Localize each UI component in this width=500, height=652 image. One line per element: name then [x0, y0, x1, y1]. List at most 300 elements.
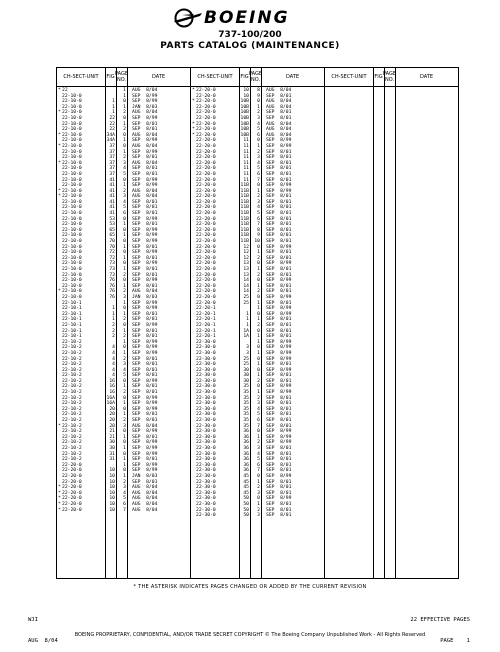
page-date: SEP 8/01: [132, 205, 158, 211]
page-number-cell: 1: [123, 457, 126, 463]
chapter-section-unit: 22-10-2: [62, 418, 82, 424]
page-date: SEP 8/99: [132, 138, 158, 144]
page-date: SEP 8/99: [132, 233, 158, 239]
figure-number: 53: [109, 216, 115, 222]
page-number-cell: 0: [123, 227, 126, 233]
page-date: SEP 8/99: [132, 300, 158, 306]
chapter-section-unit: 22-20-0: [196, 104, 216, 110]
figure-number: 30: [243, 378, 249, 384]
page-number-cell: 6: [257, 462, 260, 468]
chapter-section-unit: 22-10-2: [62, 384, 82, 390]
figure-number: 30: [109, 440, 115, 446]
page-date: SEP 8/01: [266, 322, 292, 328]
figure-number: 36: [243, 457, 249, 463]
page-date: SEP 8/99: [132, 115, 158, 121]
page-date: SEP 8/99: [132, 322, 158, 328]
page-number-cell: 5: [123, 496, 126, 502]
chapter-section-unit: 22-10-0: [62, 267, 82, 272]
page-number-cell: 6: [257, 418, 260, 424]
chapter-section-unit: 22-10-0: [62, 283, 82, 289]
chapter-section-unit: 22-20-0: [196, 227, 216, 233]
figure-number: 25: [243, 300, 249, 306]
page-number-cell: 4: [123, 490, 126, 496]
chapter-section-unit: 22-10-2: [62, 412, 82, 418]
page-date: SEP 8/99: [266, 473, 292, 479]
chapter-section-unit: 22-20-0: [196, 289, 216, 295]
page-date: SEP 8/99: [132, 395, 158, 401]
page-number-cell: 0: [257, 278, 260, 284]
page-date: AUG 8/04: [132, 88, 158, 93]
page-date: SEP 8/99: [266, 356, 292, 362]
page-number-cell: 4: [257, 406, 260, 412]
page-number-cell: 1: [123, 384, 126, 390]
chapter-section-unit: 22-20-1: [196, 317, 216, 323]
page-date: SEP 8/01: [266, 485, 292, 491]
revision-asterisk: *: [58, 507, 61, 513]
figure-number: 10B: [240, 115, 249, 121]
page-date: SEP 8/99: [132, 440, 158, 446]
figure-number: 11B: [240, 239, 249, 245]
column-divider: [384, 68, 385, 578]
page-date: SEP 8/01: [266, 283, 292, 289]
header-date: DATE: [151, 74, 165, 80]
page-number-cell: 10: [254, 239, 260, 245]
page-number-cell: 8: [257, 88, 260, 93]
page-number-cell: 0: [123, 132, 126, 138]
page-date: AUG 8/04: [132, 188, 158, 194]
page-date: SEP 8/99: [266, 367, 292, 373]
chapter-section-unit: 22-30-0: [196, 367, 216, 373]
page-date: SEP 8/01: [266, 250, 292, 256]
page-number-cell: 0: [123, 395, 126, 401]
page-date: SEP 8/01: [266, 401, 292, 407]
chapter-section-unit: 22-10-1: [62, 334, 82, 340]
page-date: SEP 8/99: [132, 149, 158, 155]
figure-number: 10: [109, 501, 115, 507]
page-number-cell: 1: [123, 93, 126, 99]
page-date: AUG 8/04: [266, 88, 292, 93]
figure-number: 41: [109, 183, 115, 189]
page-date: AUG 8/04: [132, 289, 158, 295]
page-number-cell: 5: [257, 166, 260, 172]
figure-number: 76: [109, 289, 115, 295]
chapter-section-unit: 22-10-2: [62, 401, 82, 407]
figure-number: 73: [109, 272, 115, 278]
figure-number: 25: [243, 356, 249, 362]
figure-number: 73: [109, 267, 115, 272]
chapter-section-unit: 22-10-0: [62, 155, 82, 161]
figure-number: 37: [109, 160, 115, 166]
page-date: SEP 8/01: [266, 513, 292, 519]
header-chsect-unit: CH-SECT-UNIT: [197, 74, 233, 80]
chapter-section-unit: 22-20-0: [62, 462, 82, 468]
figure-number: 10B: [240, 110, 249, 116]
figure-number: 72: [109, 255, 115, 261]
chapter-section-unit: 22-10-1: [62, 322, 82, 328]
chapter-section-unit: 22-20-1: [196, 322, 216, 328]
page-date: SEP 8/01: [266, 462, 292, 468]
page-date: SEP 8/99: [132, 239, 158, 245]
chapter-section-unit: 22-30-0: [196, 412, 216, 418]
page-date: SEP 8/99: [132, 406, 158, 412]
figure-number: 30: [243, 367, 249, 373]
figure-number: 31: [109, 451, 115, 457]
chapter-section-unit: 22-30-0: [196, 395, 216, 401]
page-date: SEP 8/01: [266, 110, 292, 116]
page-date: SEP 8/01: [132, 362, 158, 368]
chapter-section-unit: 22-10-0: [62, 289, 82, 295]
revision-asterisk: *: [58, 194, 61, 200]
page-number-cell: 3: [257, 155, 260, 161]
figure-number: 50: [243, 513, 249, 519]
page-number-cell: 1: [257, 317, 260, 323]
chapter-section-unit: 22-20-0: [196, 294, 216, 300]
chapter-section-unit: 22-20-0: [196, 99, 216, 105]
figure-number: 1: [112, 99, 115, 105]
page-number-cell: 9: [257, 93, 260, 99]
catalog-title: PARTS CATALOG (MAINTENANCE): [160, 41, 340, 51]
figure-number: 10B: [240, 104, 249, 110]
page-number-cell: 1: [123, 183, 126, 189]
page-number-cell: 1: [257, 306, 260, 312]
figure-number: 10: [243, 88, 249, 93]
chapter-section-unit: 22-20-0: [62, 501, 82, 507]
figure-number: 45: [243, 473, 249, 479]
chapter-section-unit: 22-10-2: [62, 362, 82, 368]
figure-number: 2: [112, 322, 115, 328]
figure-number: 1: [112, 317, 115, 323]
chapter-section-unit: 22-10-0: [62, 255, 82, 261]
figure-number: 35: [243, 395, 249, 401]
effective-pages-column-1: [56, 67, 191, 579]
page-date: SEP 8/01: [132, 171, 158, 177]
chapter-section-unit: 22-30-0: [196, 373, 216, 379]
chapter-section-unit: 22-20-0: [196, 166, 216, 172]
page-date: SEP 8/99: [266, 278, 292, 284]
page-date: SEP 8/01: [132, 328, 158, 334]
effective-pages-count: 22 EFFECTIVE PAGES: [410, 617, 470, 623]
chapter-section-unit: 22-10-1: [62, 317, 82, 323]
page-number-cell: 2: [257, 255, 260, 261]
page-number-cell: 4: [257, 205, 260, 211]
figure-number: 20: [109, 418, 115, 424]
chapter-section-unit: 22-20-0: [196, 300, 216, 306]
page-date: SEP 8/01: [266, 155, 292, 161]
page-number-cell: 1: [123, 255, 126, 261]
figure-number: 16A: [106, 401, 115, 407]
figure-number: 30: [243, 373, 249, 379]
page-date: SEP 8/01: [132, 457, 158, 463]
chapter-section-unit: 22-30-0: [196, 362, 216, 368]
chapter-section-unit: 22-10-0: [62, 93, 82, 99]
chapter-section-unit: 22-10-2: [62, 390, 82, 396]
chapter-section-unit: 22-20-1: [196, 311, 216, 317]
page-date: SEP 8/01: [132, 384, 158, 390]
chapter-section-unit: 22-30-0: [196, 418, 216, 424]
chapter-section-unit: 22-20-0: [196, 132, 216, 138]
figure-number: 22: [109, 127, 115, 133]
figure-number: 35: [243, 423, 249, 429]
chapter-section-unit: 22-10-2: [62, 345, 82, 351]
figure-number: 21: [109, 429, 115, 435]
figure-number: 1: [112, 110, 115, 116]
chapter-section-unit: 22-10-0: [62, 188, 82, 194]
page-date: SEP 8/01: [132, 356, 158, 362]
chapter-section-unit: 22-30-0: [196, 446, 216, 451]
revision-asterisk: *: [58, 88, 61, 93]
chapter-section-unit: 22-10-0: [62, 138, 82, 144]
chapter-section-unit: 22-30-0: [196, 440, 216, 446]
page-number-cell: 7: [257, 222, 260, 228]
figure-number: 73: [109, 261, 115, 267]
page-date: SEP 8/01: [132, 412, 158, 418]
page-number-cell: 3: [257, 446, 260, 451]
page-number-cell: 1: [257, 350, 260, 356]
revision-asterisk: *: [58, 423, 61, 429]
chapter-section-unit: 22-10-2: [62, 423, 82, 429]
page-date: SEP 8/01: [266, 468, 292, 474]
page-number-cell: 0: [257, 328, 260, 334]
chapter-section-unit: 22-10-1: [62, 311, 82, 317]
page-date: SEP 8/01: [132, 390, 158, 396]
chapter-section-unit: 22-10-0: [62, 244, 82, 250]
chapter-section-unit: 22-20-0: [62, 473, 82, 479]
chapter-section-unit: 22-10-0: [62, 278, 82, 284]
page-number-cell: 1: [257, 267, 260, 272]
page-date: SEP 8/01: [266, 362, 292, 368]
figure-number: 11: [243, 149, 249, 155]
chapter-section-unit: 22-30-0: [196, 490, 216, 496]
page-date: SEP 8/99: [266, 434, 292, 440]
table-row: [191, 513, 324, 519]
page-number-cell: 2: [123, 418, 126, 424]
page-number-cell: 4: [123, 367, 126, 373]
page-number-cell: 2: [123, 289, 126, 295]
page-rows: [57, 88, 190, 513]
chapter-section-unit: 22-10-0: [62, 149, 82, 155]
page-date: SEP 8/99: [266, 306, 292, 312]
chapter-section-unit: 22-20-0: [196, 110, 216, 116]
figure-number: 35: [243, 412, 249, 418]
chapter-section-unit: 22-20-0: [196, 267, 216, 272]
page-date: SEP 8/01: [266, 272, 292, 278]
chapter-section-unit: 22-20-0: [196, 115, 216, 121]
page-date: SEP 8/99: [132, 177, 158, 183]
header-page-no: PAGE NO.: [382, 71, 397, 83]
chapter-section-unit: 22-30-0: [196, 507, 216, 513]
figure-number: 12: [243, 244, 249, 250]
page-number-cell: 1: [257, 479, 260, 485]
figure-number: 36: [243, 451, 249, 457]
chapter-section-unit: 22-20-0: [196, 88, 216, 93]
table-row: [57, 508, 190, 514]
chapter-section-unit: 22-20-0: [196, 239, 216, 245]
page-number-cell: 3: [257, 401, 260, 407]
page-date: AUG 8/04: [266, 99, 292, 105]
figure-number: 36: [243, 446, 249, 451]
figure-number: 1: [246, 317, 249, 323]
chapter-section-unit: 22-30-0: [196, 350, 216, 356]
page-number-cell: 6: [123, 211, 126, 217]
chapter-section-unit: 22-30-0: [196, 457, 216, 463]
figure-number: 11B: [240, 233, 249, 239]
figure-number: 16A: [106, 395, 115, 401]
figure-number: 4: [112, 345, 115, 351]
figure-number: 65: [109, 233, 115, 239]
chapter-section-unit: 22-30-0: [196, 462, 216, 468]
figure-number: 76: [109, 283, 115, 289]
page-date: SEP 8/01: [132, 121, 158, 127]
figure-number: 2: [112, 328, 115, 334]
figure-number: 76: [109, 278, 115, 284]
page-number-cell: 0: [123, 115, 126, 121]
chapter-section-unit: 22-20-0: [196, 160, 216, 166]
page-date: SEP 8/01: [266, 267, 292, 272]
header-date: DATE: [419, 74, 433, 80]
figure-number: 53: [109, 222, 115, 228]
page-date: SEP 8/01: [132, 222, 158, 228]
chapter-section-unit: 22-10-0: [62, 143, 82, 149]
chapter-section-unit: 22-30-0: [196, 479, 216, 485]
chapter-section-unit: 22-30-0: [196, 485, 216, 491]
figure-number: 4: [112, 356, 115, 362]
page-number-cell: 1: [123, 412, 126, 418]
figure-number: 45: [243, 490, 249, 496]
page-number-cell: 0: [257, 244, 260, 250]
page-number-cell: 0: [123, 177, 126, 183]
page-number-cell: 7: [257, 177, 260, 183]
chapter-section-unit: 22-20-0: [196, 255, 216, 261]
page-date: SEP 8/01: [266, 395, 292, 401]
chapter-section-unit: 22-20-0: [62, 507, 82, 513]
chapter-section-unit: 22-10-2: [62, 350, 82, 356]
page-date: AUG 8/04: [132, 143, 158, 149]
page-date: SEP 8/01: [266, 233, 292, 239]
chapter-section-unit: 22-10-2: [62, 395, 82, 401]
page-date: SEP 8/01: [266, 317, 292, 323]
page-number-cell: 2: [123, 479, 126, 485]
page-number-cell: 2: [123, 155, 126, 161]
revision-asterisk: *: [58, 188, 61, 194]
chapter-section-unit: 22-10-2: [62, 451, 82, 457]
chapter-section-unit: 22-10-0: [62, 211, 82, 217]
page-header: [0, 0, 500, 62]
chapter-section-unit: 22-30-0: [196, 434, 216, 440]
page-number-cell: 2: [123, 334, 126, 340]
chapter-section-unit: 22-20-0: [196, 222, 216, 228]
figure-number: 4: [112, 367, 115, 373]
figure-number: 11: [243, 155, 249, 161]
figure-number: 36: [243, 434, 249, 440]
chapter-section-unit: 22-30-0: [196, 496, 216, 502]
chapter-section-unit: 22-10-1: [62, 328, 82, 334]
figure-number: 11: [243, 177, 249, 183]
figure-number: 1A: [243, 334, 249, 340]
revision-asterisk: *: [58, 160, 61, 166]
column-header: [191, 68, 324, 87]
page-number-cell: 1: [123, 434, 126, 440]
page-date: SEP 8/01: [266, 373, 292, 379]
page-date: SEP 8/99: [132, 250, 158, 256]
figure-number: 41: [109, 177, 115, 183]
page-number-cell: 0: [123, 429, 126, 435]
figure-number: 10: [109, 490, 115, 496]
figure-number: 20: [109, 423, 115, 429]
chapter-section-unit: 22-30-0: [196, 356, 216, 362]
figure-number: 50: [243, 501, 249, 507]
page-number-cell: 1: [257, 373, 260, 379]
page-number-cell: 9: [257, 233, 260, 239]
figure-number: 4: [112, 350, 115, 356]
figure-number: 11: [243, 166, 249, 172]
page-date: SEP 8/99: [132, 339, 158, 345]
page-date: SEP 8/01: [266, 205, 292, 211]
figure-number: 11B: [240, 211, 249, 217]
page-date: AUG 8/04: [132, 501, 158, 507]
page-number-cell: 1: [123, 283, 126, 289]
page-number-cell: 1: [123, 233, 126, 239]
page-date: SEP 8/99: [132, 261, 158, 267]
page-number-cell: 0: [257, 311, 260, 317]
page-date: SEP 8/99: [266, 261, 292, 267]
page-number-cell: 1: [123, 121, 126, 127]
figure-number: 36: [243, 429, 249, 435]
revision-asterisk: *: [58, 501, 61, 507]
page-date: SEP 8/01: [266, 289, 292, 295]
chapter-section-unit: 22-30-0: [196, 339, 216, 345]
page-date: SEP 8/99: [266, 294, 292, 300]
chapter-section-unit: 22-10-0: [62, 194, 82, 200]
page-number-cell: 2: [123, 356, 126, 362]
page-date: SEP 8/01: [266, 479, 292, 485]
figure-number: 25: [243, 362, 249, 368]
figure-number: 25: [243, 294, 249, 300]
figure-number: 37: [109, 171, 115, 177]
page-date: SEP 8/01: [132, 317, 158, 323]
page-date: SEP 8/99: [266, 429, 292, 435]
page-date: SEP 8/01: [266, 406, 292, 412]
page-number-cell: 1: [123, 401, 126, 407]
page-date: SEP 8/01: [132, 334, 158, 340]
revision-asterisk: *: [58, 496, 61, 502]
page-number-cell: 0: [257, 261, 260, 267]
page-date: SEP 8/01: [266, 199, 292, 205]
figure-number: 16: [109, 390, 115, 396]
figure-number: 34A: [106, 138, 115, 144]
chapter-section-unit: 22-10-0: [62, 294, 82, 300]
page-number-cell: 1: [123, 222, 126, 228]
figure-number: 13: [243, 272, 249, 278]
chapter-section-unit: 22-10-0: [62, 261, 82, 267]
page-number-cell: 0: [123, 216, 126, 222]
page-number-cell: 0: [257, 429, 260, 435]
page-date: SEP 8/99: [266, 384, 292, 390]
chapter-section-unit: 22-10-2: [62, 440, 82, 446]
page-number-cell: 3: [123, 294, 126, 300]
page-number-cell: 2: [123, 188, 126, 194]
page-date: SEP 8/01: [132, 244, 158, 250]
page-date: AUG 8/04: [266, 127, 292, 133]
chapter-section-unit: 22-20-1: [196, 306, 216, 312]
page-number-cell: 1: [123, 88, 126, 93]
figure-number: 10B: [240, 99, 249, 105]
figure-number: 16: [109, 378, 115, 384]
page-date: SEP 8/99: [266, 311, 292, 317]
page-number-cell: 0: [257, 367, 260, 373]
page-number-cell: 3: [123, 485, 126, 491]
boeing-logo: [172, 6, 332, 32]
chapter-section-unit: 22-30-0: [196, 378, 216, 384]
